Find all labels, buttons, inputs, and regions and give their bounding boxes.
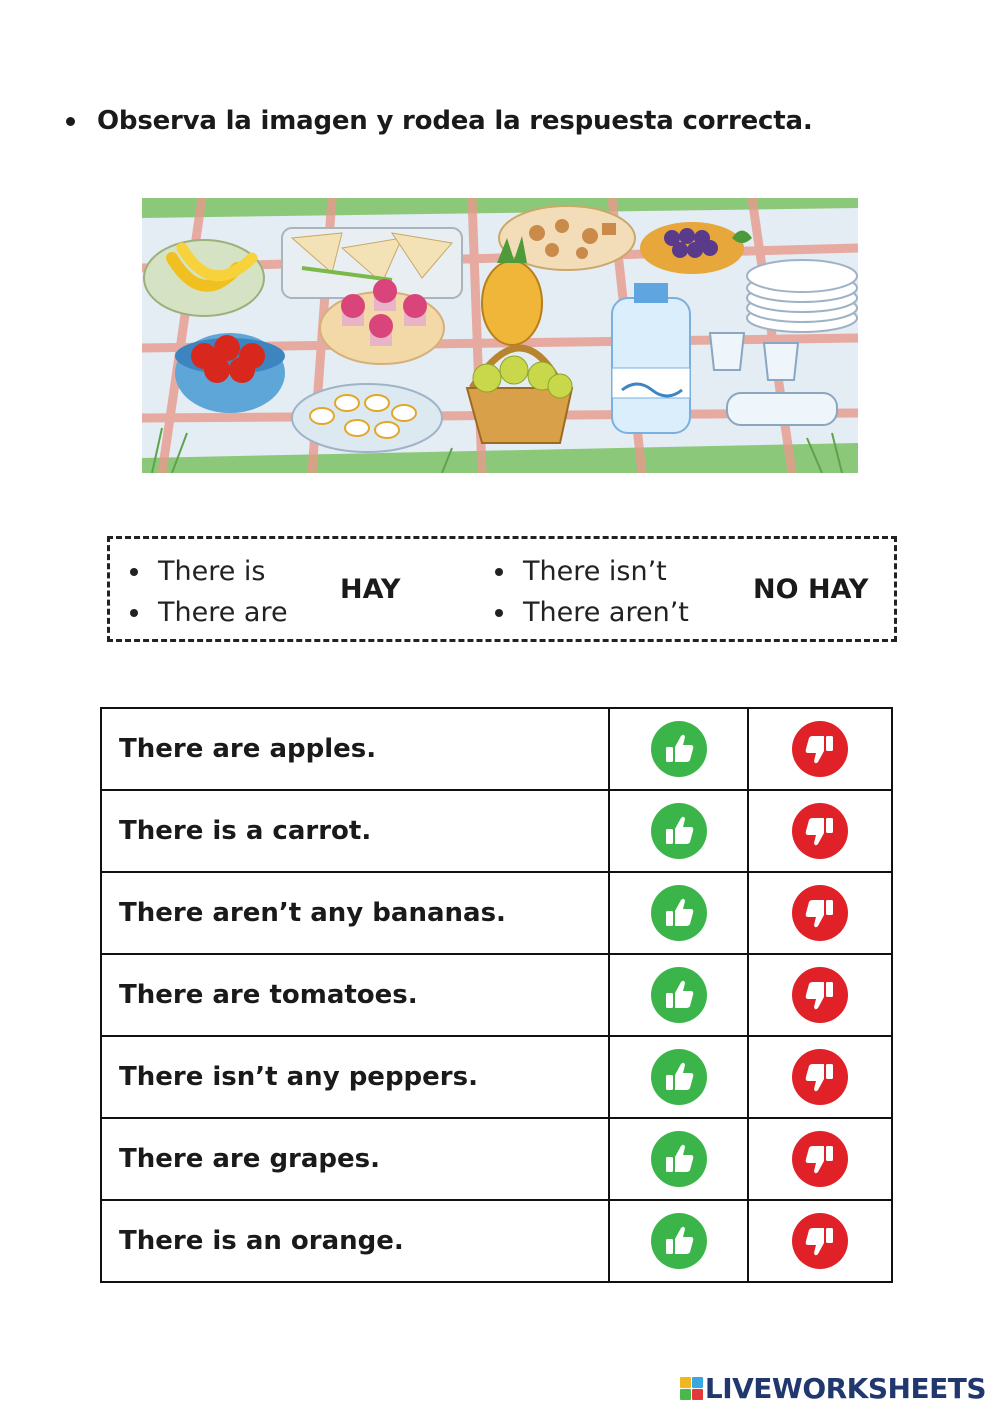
bullet-icon <box>495 568 503 576</box>
brand-text: LIVEWORKSHEETS <box>704 1372 986 1405</box>
thumbs-down-icon[interactable] <box>792 1213 848 1269</box>
list-item <box>130 551 288 592</box>
yes-cell <box>609 1118 748 1200</box>
no-cell <box>748 1118 892 1200</box>
sentence-cell: There is an orange. <box>101 1200 609 1282</box>
no-hay-label: NO HAY <box>753 574 869 605</box>
yes-cell <box>609 708 748 790</box>
yes-cell <box>609 954 748 1036</box>
bullet-icon <box>130 609 138 617</box>
affirmative-list <box>130 551 288 633</box>
no-cell <box>748 872 892 954</box>
legend-item-there-are: There are <box>158 597 288 628</box>
thumbs-up-icon[interactable] <box>651 721 707 777</box>
table-row <box>101 1036 892 1118</box>
table-row <box>101 954 892 1036</box>
no-cell <box>748 1200 892 1282</box>
sentence-cell: There isn’t any peppers. <box>101 1036 609 1118</box>
table-row <box>101 708 892 790</box>
hay-label: HAY <box>340 574 401 605</box>
yes-cell <box>609 1036 748 1118</box>
sentence-cell: There are grapes. <box>101 1118 609 1200</box>
instruction-text: Observa la imagen y rodea la respuesta correcta. <box>97 106 813 136</box>
thumbs-down-icon[interactable] <box>792 803 848 859</box>
legend-item-there-is: There is <box>158 556 266 587</box>
no-cell <box>748 954 892 1036</box>
thumbs-down-icon[interactable] <box>792 1049 848 1105</box>
negative-list <box>495 551 689 633</box>
table-row <box>101 790 892 872</box>
thumbs-down-icon[interactable] <box>792 885 848 941</box>
thumbs-up-icon[interactable] <box>651 967 707 1023</box>
legend-item-there-isnt: There isn’t <box>523 556 667 587</box>
sentence-cell: There aren’t any bananas. <box>101 872 609 954</box>
no-cell <box>748 708 892 790</box>
thumbs-down-icon[interactable] <box>792 1131 848 1187</box>
thumbs-up-icon[interactable] <box>651 803 707 859</box>
thumbs-down-icon[interactable] <box>792 721 848 777</box>
thumbs-down-icon[interactable] <box>792 967 848 1023</box>
sentence-cell: There are apples. <box>101 708 609 790</box>
liveworksheets-logo-icon <box>680 1377 703 1400</box>
answer-table <box>100 707 893 1283</box>
sentence-cell: There are tomatoes. <box>101 954 609 1036</box>
table-row <box>101 872 892 954</box>
table-row <box>101 1200 892 1282</box>
thumbs-up-icon[interactable] <box>651 1213 707 1269</box>
list-item <box>495 551 689 592</box>
thumbs-up-icon[interactable] <box>651 885 707 941</box>
no-cell <box>748 1036 892 1118</box>
thumbs-up-icon[interactable] <box>651 1049 707 1105</box>
bullet-icon <box>495 609 503 617</box>
thumbs-up-icon[interactable] <box>651 1131 707 1187</box>
brand-logo <box>680 1372 986 1405</box>
list-item <box>495 592 689 633</box>
yes-cell <box>609 872 748 954</box>
instruction <box>66 106 813 136</box>
bullet-icon <box>66 117 75 126</box>
sentence-cell: There is a carrot. <box>101 790 609 872</box>
picnic-illustration <box>142 198 858 473</box>
no-cell <box>748 790 892 872</box>
legend-box <box>107 536 897 642</box>
table-row <box>101 1118 892 1200</box>
legend-item-there-arent: There aren’t <box>523 597 689 628</box>
yes-cell <box>609 1200 748 1282</box>
yes-cell <box>609 790 748 872</box>
bullet-icon <box>130 568 138 576</box>
list-item <box>130 592 288 633</box>
